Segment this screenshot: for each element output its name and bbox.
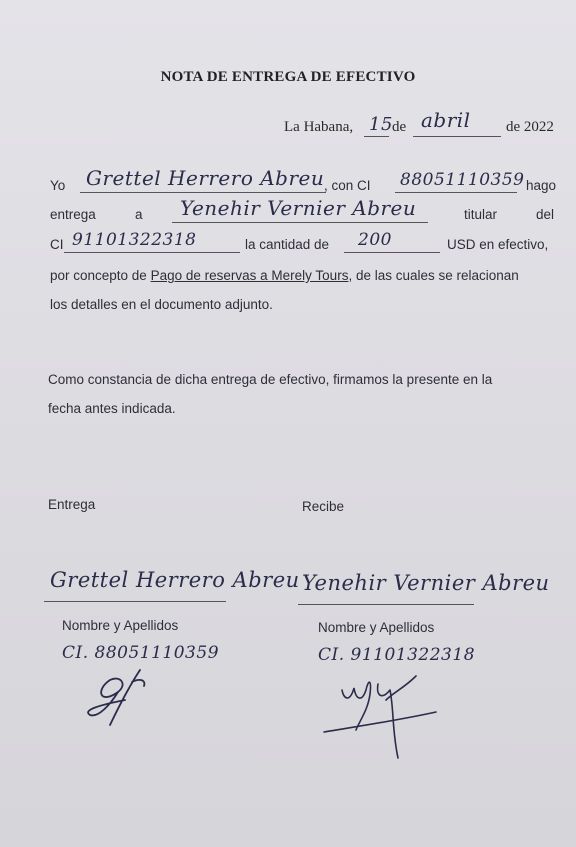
ci-label: CI [50, 237, 64, 252]
giver-signature-line [44, 601, 226, 602]
usd-label: USD en efectivo, [447, 237, 549, 252]
recibe-label: Recibe [302, 499, 345, 514]
receiver-ci-handwritten: CI. 91101322318 [318, 645, 476, 665]
a-word: a [135, 207, 143, 222]
handwritten-receiver-name: Yenehir Vernier Abreu [180, 196, 417, 220]
handwritten-day: 15 [369, 114, 393, 135]
detalles-text: los detalles en el documento adjunto. [50, 297, 273, 312]
giver-ci-line [395, 192, 517, 193]
concepto-value: Pago de reservas a Merely Tours [150, 268, 349, 283]
handwritten-receiver-ci: 91101322318 [72, 230, 197, 250]
giver-name-line [80, 192, 326, 193]
concepto-line [50, 268, 519, 283]
cantidad-label: la cantidad de [245, 237, 330, 252]
name-label-left: Nombre y Apellidos [62, 618, 179, 633]
concepto-prefix: por concepto de [50, 268, 147, 283]
date-year: de 2022 [506, 119, 554, 135]
date-de-1: de [392, 119, 407, 135]
receiver-signature-scribble [320, 660, 440, 770]
month-line [413, 136, 501, 137]
place-label: La Habana, [284, 119, 354, 135]
entrega-word: entrega [50, 207, 96, 222]
constancia-line-1: Como constancia de dicha entrega de efectivo, firmamos la presente en la [48, 372, 493, 387]
amount-line [344, 252, 440, 253]
receiver-signature-line [298, 604, 474, 605]
hago-label: hago [526, 178, 557, 193]
con-ci-label: , con CI [324, 178, 371, 193]
giver-signed-name: Grettel Herrero Abreu [50, 568, 300, 592]
handwritten-giver-name: Grettel Herrero Abreu [86, 166, 325, 190]
name-label-right: Nombre y Apellidos [318, 620, 435, 635]
giver-signature-scribble [80, 660, 160, 730]
concepto-suffix: , de las cuales se relacionan [348, 268, 519, 283]
handwritten-month: abril [421, 108, 471, 132]
constancia-line-2: fecha antes indicada. [48, 401, 176, 416]
entrega-label: Entrega [48, 497, 96, 512]
day-line [364, 136, 389, 137]
receiver-ci-line [64, 252, 240, 253]
receiver-name-line [172, 222, 428, 223]
giver-ci-handwritten: CI. 88051110359 [62, 643, 220, 663]
receiver-signed-name: Yenehir Vernier Abreu [302, 571, 550, 595]
handwritten-amount: 200 [358, 230, 392, 250]
del-word: del [536, 207, 555, 222]
document-title: NOTA DE ENTREGA DE EFECTIVO [160, 69, 416, 85]
handwritten-giver-ci: 88051110359 [400, 170, 525, 190]
titular-word: titular [464, 207, 498, 222]
yo-label: Yo [50, 178, 66, 193]
